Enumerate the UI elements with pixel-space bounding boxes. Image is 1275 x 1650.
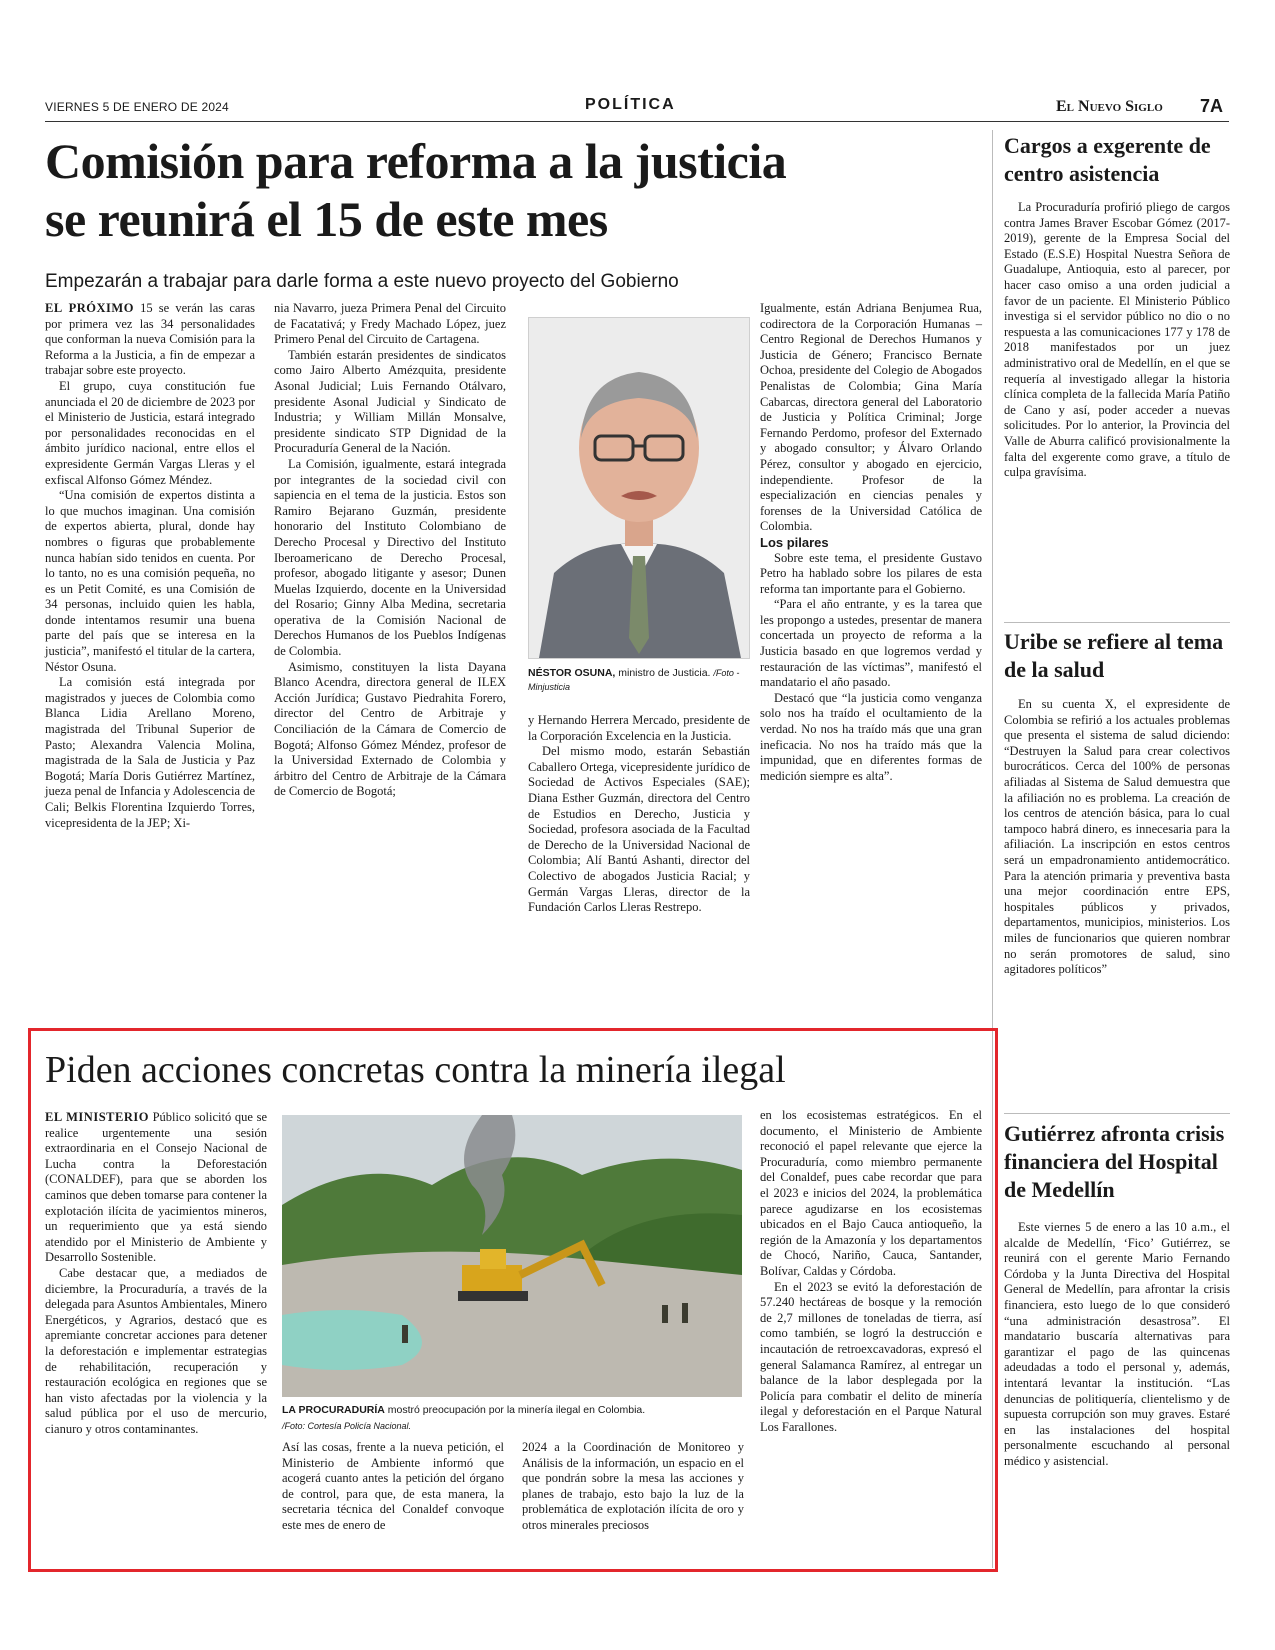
mining-photo (282, 1115, 742, 1397)
main-column-2 (274, 301, 506, 800)
story2-col4-p1: en los ecosistemas estratégicos. En el documento, el Ministerio de Ambiente reconoció el papel relevante que ejerce la Procuraduría, como miembro permanente del Conaldef, pues cabe recordar que para el 2023 e inicios del 2024, la problemática parece agudizarse en los ecosistemas ubicados en el Bajo Cauca antioqueño, la región de la Amazonía y los departamentos de Chocó, Nariño, Cauca, Santander, Bolívar, Caldas y Córdoba. (760, 1108, 982, 1278)
main-col1-p3: “Una comisión de expertos distinta a lo que muchos imaginan. Una comisión de expertos abierta, plural, donde hay nombres o figuras que probablemente nunca habían sido tenidos en cuenta. Por lo tanto, no es una comisión pequeña, no es un Petit Comité, es una Comisión de 34 personas, incluido quien les habla, donde intentamos resumir una buena parte del país que se interesa en la justicia”, manifestó el titular de la cartera, Néstor Osuna. (45, 488, 255, 674)
sidebar-s2-title: Uribe se refiere al tema de la salud (1004, 629, 1224, 682)
main-col2-p4: Asimismo, constituyen la lista Dayana Blanco Acendra, directora general de ILEX Acción Jurídica; Gustavo Piedrahita Forero, director del Centro de Arbitraje y Conciliación de la Cámara de Comercio de Bogotá; Alfonso Gómez Méndez, profesor de la Universidad Externado de Colombia y árbitro del Centro de Arbitraje de la Cámara de Comercio de Bogotá; (274, 659, 506, 799)
story2-col4-p2: En el 2023 se evitó la deforestación de 57.240 hectáreas de bosque y la remoción de 2,7 millones de toneladas de tierra, así como también, se logró la destrucción e incautación de retroexcavadoras, expresó el general Salamanca Ramírez, al entregar un balance de la labor desplegada por la Policía para combatir el delito de minería ilegal y deforestación en el Parque Natural Los Farallones. (760, 1279, 982, 1434)
main-col4-p1: Igualmente, están Adriana Benjumea Rua, codirectora de la Corporación Humanas – Centro Regional de Derechos Humanos y Justicia de Género; Francisco Bernate Ochoa, presidente del Colegio de Abogados Penalistas de Colombia; Gina María Cabarcas, directora general del Laboratorio de Justicia y Política Criminal; Jorge Fernando Perdomo, profesor del Externado y abogado consultor; y Álvaro Orlando Pérez, consultor y abogado en ejercicio, independiente. Profesor de la especialización en ciencias penales y forenses de la Universidad Católica de Colombia. (760, 301, 982, 534)
header-rule (45, 121, 1229, 122)
main-col1-p2: El grupo, cuya constitución fue anunciada el 20 de diciembre de 2023 por el Ministerio de Justicia, estará integrado por personalidades reconocidas en el ámbito jurídico nacional, entre ellos el expresidente Germán Vargas Lleras y el exfiscal Alfonso Gómez Méndez. (45, 378, 255, 487)
main-col3-p1: y Hernando Herrera Mercado, presidente de la Corporación Excelencia en la Justicia. (528, 713, 750, 743)
story2-column-1 (45, 1110, 267, 1437)
main-col4-p4: Destacó que “la justicia como venganza solo nos ha traído el ocultamiento de la verdad. No nos ha traído más que una gran ineficacia. No nos ha traído más que la impunidad, que en diferentes formas de medición siempre es alta”. (760, 690, 982, 783)
main-column-4 (760, 301, 982, 784)
main-col2-p3: La Comisión, igualmente, estará integrada por integrantes de la sociedad civil con sapiencia en el tema de la justicia. Estos son Ramiro Bejarano Guzmán, presidente honorario del Instituto Colombiano de Derecho Procesal y Directivo del Instituto Iberoamericano de Derecho Procesal, profesor, abogado litigante y asesor; Dunen Muelas Izquierdo, docente en la Universidad del Rosario; Ginny Alba Medina, secretaria operativa de la Comisión Nacional de Derechos Humanos de los Pueblos Indígenas de Colombia. (274, 456, 506, 659)
issue-date: VIERNES 5 DE ENERO DE 2024 (45, 100, 229, 114)
nestor-osuna-photo (528, 317, 750, 659)
mining-scene-illustration (282, 1115, 742, 1397)
sidebar-s2-body (1004, 697, 1230, 978)
sidebar-rule-1 (1004, 622, 1230, 623)
subhead-los-pilares: Los pilares (760, 534, 829, 550)
main-photo-caption (528, 666, 750, 694)
caption-text: ministro de Justicia. (618, 667, 711, 679)
sidebar-s1-title: Cargos a exgerente de centro asistencia (1004, 133, 1211, 186)
sidebar-s3-title: Gutiérrez afronta crisis financiera del Hospital de Medellín (1004, 1121, 1225, 1202)
story2-col1-paragraph (45, 1110, 267, 1266)
main-col1-p1: 15 se verán las caras por primera vez las 34 personalidades que conforman la nueva Comisión para la Reforma a la Justicia, a fin de empezar a trabajar sobre este proyecto. (45, 301, 255, 378)
main-col2-p2: También estarán presidentes de sindicatos como Jairo Alberto Amézquita, presidente Asonal Judicial; Luis Fernando Otálvaro, presidente Asonal Judicial y Sindicato de Industria; y William Millán Monsalve, presidente sindicato STP Dignidad de la Procuraduría General de la Nación. (274, 347, 506, 456)
story2-column-4 (760, 1108, 982, 1435)
sidebar-rule-2 (1004, 1113, 1230, 1114)
main-col4-p3: “Para el año entrante, y es la tarea que les propongo a ustedes, presentar de manera concertada un proyecto de reforma a la Justicia basado en que logremos verdad y restauración de las víctimas”, manifestó el mandatario el año pasado. (760, 597, 982, 690)
main-column-3 (528, 713, 750, 916)
main-col1-p4: La comisión está integrada por magistrados y jueces de Colombia como Blanca Lidia Arellano Moreno, magistrada del Tribunal Superior de Pasto; Alexandra Valencia Molina, magistrada de la Sala de Justicia y Paz Bogotá; María Doris Gutiérrez Martínez, jueza penal de Infancia y Adolescencia de Cali; Belkis Florentina Izquierdo Torres, vicepresidenta de la JEP; Xi- (45, 675, 255, 830)
sidebar-s2-text: En su cuenta X, el expresidente de Colombia se refirió a los actuales problemas que presenta el sistema de salud diciendo: “Destruyen la Salud para crear colectivos burocráticos. Cerca del 100% de personas afiliadas al Sistema de Salud demuestra que la afiliación no es problema. La creación de los centros de atención básica, para lo cual tampoco habrá dinero, es innecesaria para la afiliación. La inscripción en estos centros será un empadronamiento antidemocrático. Para la atención primaria y preventiva basta una mejor coordinación entre EPS, hospitales públicos y privados, departamentos, municipios, ministerios. Los miles de funcionarios que quieren nombrar no serán promotores de salud, sino agitadores políticos” (1004, 697, 1230, 977)
main-column-1 (45, 301, 255, 831)
sidebar-s1-text: La Procuraduría profirió pliego de cargos contra James Braver Escobar Gómez (2017-2019), gerente de la Empresa Social del Estado (E.S.E) Hospital Nuestra Señora de Guadalupe, Antioquia, esto al parecer, por hacer caso omiso a una orden judicial a favor de un paciente. El Ministerio Público investiga si el servidor público no dio o no respuesta a las comunicaciones 177 y 178 de 2018 manifestados por un juez administrativo oral de Medellín, en el que se requería al investigado allegar la historia clínica completa de la fallecida María Patiño de Cano y así, poder acceder a nuevas solicitudes. Por lo anterior, la Provincia del Valle de Aburra calificó provisionalmente la falta del exgerente como grave, a título de culpa gravísima. (1004, 200, 1230, 480)
sidebar-s3-body (1004, 1220, 1230, 1470)
caption2-credit: /Foto: Cortesía Policía Nacional. (282, 1421, 412, 1431)
story2-headline: Piden acciones concretas contra la minería ilegal (45, 1049, 786, 1091)
main-col2-p1: nia Navarro, jueza Primera Penal del Circuito de Facatativá; y Fredy Machado López, juez Primero Penal del Circuito de Cartagena. (274, 301, 506, 347)
main-col1-paragraph (45, 301, 255, 379)
caption-name: NÉSTOR OSUNA, (528, 667, 616, 679)
caption2-name: LA PROCURADURÍA (282, 1404, 385, 1416)
portrait-illustration (529, 318, 749, 658)
story2-col1-p1: Público solicitó que se realice urgentemente una sesión extraordinaria en el Consejo Nacional de Lucha contra la Deforestación (CONALDEF), para que se aborden los caminos que deben tomarse para contener la explotación ilícita de yacimientos mineros, un requerimiento que ya está siendo atendido por el Ministerio de Ambiente y Desarrollo Sostenible. (45, 1110, 268, 1265)
main-headline-line2: se reunirá el 15 de este mes (45, 191, 608, 247)
main-deck: Empezarán a trabajar para darle forma a este nuevo proyecto del Gobierno (45, 271, 679, 292)
story2-col3-text: 2024 a la Coordinación de Monitoreo y Análisis de la información, un espacio en el que pondrán sobre la mesa las acciones y planes de trabajo, esto bajo la luz de la problemática de explotación ilícita de oro y otros minerales preciosos (522, 1440, 744, 1532)
sidebar-s3-text: Este viernes 5 de enero a las 10 a.m., el alcalde de Medellín, ‘Fico’ Gutiérrez, se reunirá con el gerente Mario Fernando Córdoba y la Junta Directiva del Hospital General de Medellín, para afrontar la crisis financiera, esto luego de lo que consideró “una administración desastrosa”. El mandatario buscaría alternativas para garantizar el pago de las quincenas adeudadas a todo el personal y, además, intentará levantar la institución. “Las denuncias de politiquería, clientelismo y de supuesta corrupción son muy graves. Estaré en las instalaciones del hospital personalmente escuchando al personal médico y asistencial. (1004, 1220, 1230, 1468)
main-lead-word: EL PRÓXIMO (45, 301, 134, 315)
main-headline-line1: Comisión para reforma a la justicia (45, 133, 787, 189)
story2-lead-word: EL MINISTERIO (45, 1110, 149, 1124)
story2-column-2 (282, 1440, 504, 1534)
caption-credit: /Foto - Minjusticia (528, 668, 740, 692)
story2-col2-text: Así las cosas, frente a la nueva petición, el Ministerio de Ambiente informó que acogerá cuanto antes la petición del órgano de control, para que, de esta manera, la secretaria técnica del Conaldef convoque este mes de enero de (282, 1440, 504, 1532)
caption2-text: mostró preocupación por la minería ilegal en Colombia. (387, 1404, 646, 1416)
sidebar-s1-body (1004, 200, 1230, 481)
story2-column-3 (522, 1440, 744, 1534)
main-headline (45, 132, 945, 248)
main-col3-p2: Del mismo modo, estarán Sebastián Caballero Ortega, vicepresidente jurídico de Sociedad de Activos Especiales (SAE); Diana Esther Guzmán, directora del Centro de Estudios en Derecho, Justicia y Sociedad, profesora asociada de la Facultad de Derecho de la Universidad Nacional de Colombia; Alí Bantú Ashanti, director del Colectivo de abogados Justicia Racial; y Germán Vargas Lleras, director de la Fundación Carlos Lleras Restrepo. (528, 744, 750, 915)
main-col4-p2: Sobre este tema, el presidente Gustavo Petro ha hablado sobre los pilares de esta reforma tan importante para el Gobierno. (760, 550, 982, 596)
story2-photo-caption (282, 1402, 752, 1434)
story2-col1-p2: Cabe destacar que, a mediados de diciembre, la Procuraduría, a través de la delegada para Asuntos Ambientales, Minero Energéticos, y Agrarios, destacó que es apremiante concretar acciones para detener la deforestación e implementar estrategias de rehabilitación, recuperación y restauración ecológica en regiones que se han visto afectadas por la violencia y la salud pública por el uso de mercurio, cianuro y otros contaminantes. (45, 1265, 267, 1436)
section-name: POLÍTICA (585, 96, 676, 113)
newspaper-name: El Nuevo Siglo (1056, 98, 1163, 115)
page-number: 7A (1200, 96, 1224, 116)
